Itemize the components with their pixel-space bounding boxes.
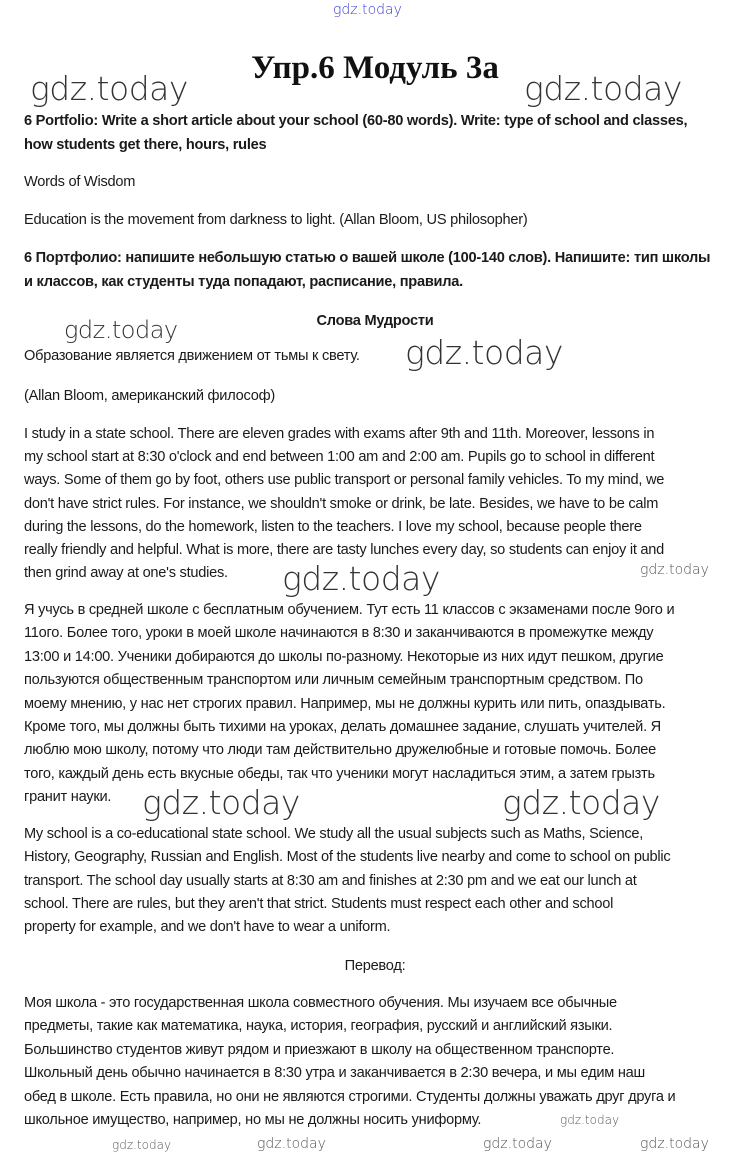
text-line: пользуются общественным транспортом или личным семейным транспортным средством. По	[24, 672, 643, 689]
text-line: моему мнению, у нас нет строгих правил. Например, мы не должны курить или пить, опаздывать.	[24, 695, 666, 712]
text-line: History, Geography, Russian and English. Most of the students live nearby and come to school on public	[24, 849, 671, 866]
text-line: Моя школа - это государственная школа совместного обучения. Мы изучаем все обычные	[24, 995, 617, 1011]
text-line: гранит науки.	[24, 789, 112, 806]
text-line: (Allan Bloom, американский философ)	[24, 388, 275, 404]
text-line: 13:00 и 14:00. Ученики добираются до школы по-разному. Некоторые из них идут пешком, другие	[24, 648, 664, 665]
text-line: 11ого. Более того, уроки в моей школе начинаются в 8:30 и заканчиваются в промежутке между	[24, 625, 654, 642]
text-line: Words of Wisdom	[24, 174, 136, 190]
watermark: gdz.today	[64, 316, 178, 344]
text-line: during the lessons, do the homework, listen to the teachers. I love my school, because people there	[24, 518, 642, 535]
text-line: then grind away at one's studies.	[24, 565, 228, 582]
watermark: gdz.today	[257, 1136, 326, 1152]
watermark: gdz.today	[333, 2, 402, 18]
text-line: how students get there, hours, rules	[24, 136, 267, 153]
text-line: Слова Мудрости	[316, 313, 434, 329]
text-line: Я учусь в средней школе с бесплатным обучением. Тут есть 11 классов с экзаменами после 9ого и	[24, 602, 675, 618]
text-line: Кроме того, мы должны быть тихими на уроках, делать домашнее задание, слушать учителей. Я	[24, 719, 661, 735]
text-line: property for example, and we don't have to wear a uniform.	[24, 919, 391, 936]
watermark: gdz.today	[30, 69, 188, 108]
text-line: really friendly and helpful. What is more, there are tasty lunches every day, so students can enjoy it and	[24, 542, 665, 558]
watermark: gdz.today	[112, 1138, 172, 1152]
text-line: школьное имущество, например, но мы не должны носить униформу.	[24, 1112, 482, 1128]
text-line: и классов, как студенты туда попадают, расписание, правила.	[24, 274, 463, 290]
watermark: gdz.today	[640, 562, 709, 578]
watermark: gdz.today	[502, 783, 660, 822]
page-title: Упр.6 Модуль 3а	[251, 50, 499, 86]
text-line: 6 Portfolio: Write a short article about your school (60-80 words). Write: type of school and classes,	[24, 113, 688, 129]
text-line: school. There are rules, but they aren't that strict. Students must respect each other and school	[24, 895, 614, 912]
text-line: Школьный день обычно начинается в 8:30 утра и заканчивается в 2:30 вечера, и мы едим наш	[24, 1065, 645, 1082]
text-line: Образование является движением от тьмы к свету.	[24, 348, 360, 364]
watermark: gdz.today	[142, 783, 300, 822]
watermark: gdz.today	[483, 1136, 552, 1152]
watermark: gdz.today	[640, 1136, 709, 1152]
text-line: 6 Портфолио: напишите небольшую статью о вашей школе (100-140 слов). Напишите: тип школы	[24, 250, 711, 266]
text-line: My school is a co-educational state school. We study all the usual subjects such as Maths, Science,	[24, 826, 644, 842]
text-line: предметы, такие как математика, наука, история, география, русский и английский языки.	[24, 1018, 613, 1035]
watermark: gdz.today	[405, 333, 563, 372]
text-line: my school start at 8:30 o'clock and end between 1:00 am and 2:00 am. Pupils go to school in different	[24, 449, 655, 466]
watermark: gdz.today	[560, 1113, 620, 1127]
text-line: ways. Some of them go by foot, others use public transport or personal family vehicles. To my mind, we	[24, 472, 665, 489]
text-line: Education is the movement from darkness to light. (Allan Bloom, US philosopher)	[24, 212, 528, 228]
text-line: transport. The school day usually starts at 8:30 am and finishes at 2:30 pm and we eat our lunch at	[24, 872, 637, 889]
text-line: Перевод:	[344, 958, 406, 974]
text-line: обед в школе. Есть правила, но они не являются строгими. Студенты должны уважать друг друга и	[24, 1088, 676, 1105]
text-line: того, каждый день есть вкусные обеды, так что ученики могут насладиться этим, а затем грызть	[24, 765, 655, 782]
text-line: Большинство студентов живут рядом и приезжают в школу на общественном транспорте.	[24, 1041, 615, 1058]
watermark: gdz.today	[524, 69, 682, 108]
text-line: люблю мою школу, потому что люди там действительно дружелюбные и готовые помочь. Более	[24, 742, 656, 759]
text-line: I study in a state school. There are eleven grades with exams after 9th and 11th. Moreover, lessons in	[24, 426, 655, 442]
watermark: gdz.today	[282, 559, 440, 598]
text-line: don't have strict rules. For instance, we shouldn't smoke or drink, be late. Besides, we have to be calm	[24, 495, 659, 512]
